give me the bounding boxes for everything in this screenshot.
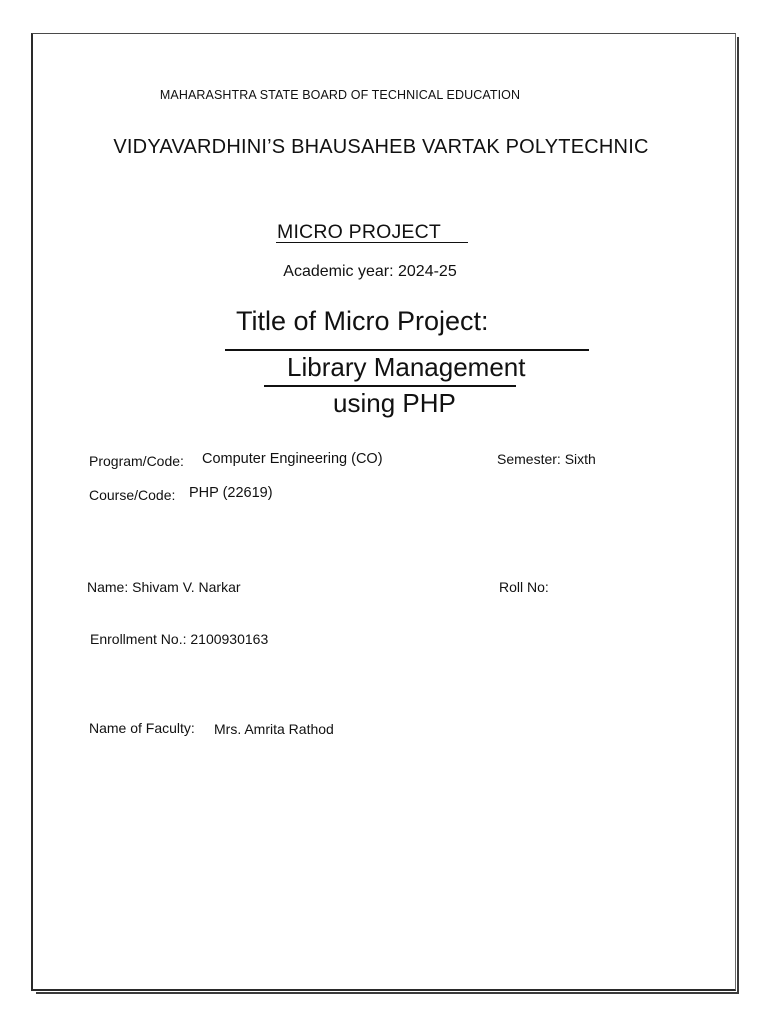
enrollment-number: Enrollment No.: 2100930163 [90,631,269,647]
title-underline-2 [264,385,516,387]
project-title-line-2: using PHP [333,388,456,418]
micro-project-heading: MICRO PROJECT [277,221,442,243]
page-border [31,33,736,991]
faculty-name: Mrs. Amrita Rathod [214,721,334,737]
roll-number: Roll No: [499,579,549,595]
faculty-label: Name of Faculty: [89,720,195,736]
heading-underline [276,242,468,243]
semester-field: Semester: Sixth [497,451,596,467]
project-title-label: Title of Micro Project: [236,306,489,336]
board-name: MAHARASHTRA STATE BOARD OF TECHNICAL EDUCATION [159,88,521,102]
program-code-value: Computer Engineering (CO) [202,451,383,467]
project-title-line-1: Library Management [287,352,526,382]
student-name: Name: Shivam V. Narkar [87,579,241,595]
title-underline-1 [225,349,589,351]
program-code-label: Program/Code: [89,453,184,469]
course-code-label: Course/Code: [89,487,176,503]
academic-year: Academic year: 2024-25 [283,263,457,280]
institute-name: VIDYAVARDHINI’S BHAUSAHEB VARTAK POLYTECHNIC [113,136,649,158]
course-code-value: PHP (22619) [189,485,273,501]
